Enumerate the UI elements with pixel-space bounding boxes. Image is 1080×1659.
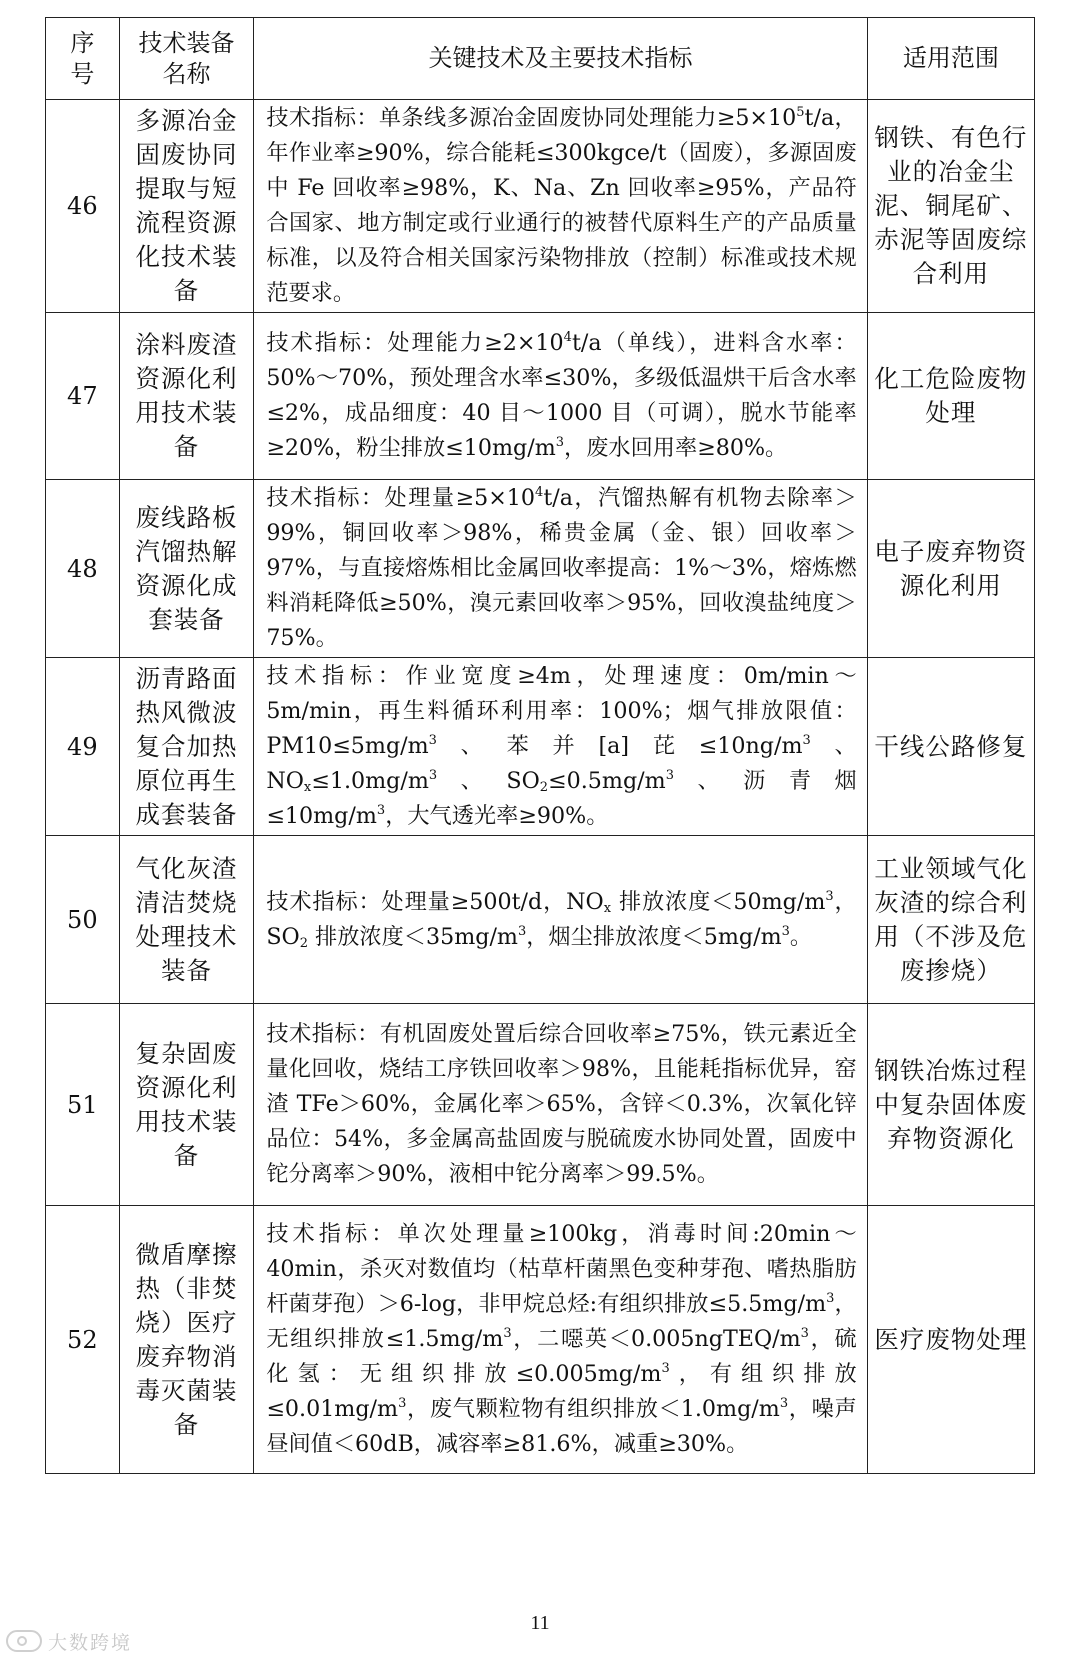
- equipment-name: 涂料废渣资源化利用技术装备: [119, 313, 254, 480]
- application-scope: 化工危险废物处理: [867, 313, 1034, 480]
- equipment-table: [45, 17, 1035, 1474]
- application-scope: 钢铁、有色行业的冶金尘泥、铜尾矿、赤泥等固废综合利用: [867, 100, 1034, 313]
- watermark: [6, 1626, 132, 1656]
- technical-indicators: 技术指标：处理能力$\ge 2\times 10^4t/a$（单线），进料含水率：50%～70%，预处理含水率≤30%，多级低温烘干后含水率≤2%，成品细度：40 目～1000 目（可调），脱水节能率≥20%，粉尘排放$\le 10mg/m^3$，废水回用率≥80%。: [254, 313, 867, 480]
- row-number: 51: [46, 1004, 120, 1206]
- technical-indicators: 技术指标：作业宽度≥4m，处理速度：0m/min～5m/min，再生料循环利用率：100%；烟气排放限值：$PM10\le 5mg/m^3$、苯并[a]芘$\le 10ng/m^3$、$NO_x\le 1.0mg/m^3$、$SO_2\le 0.5mg/m^3$、沥青烟$\le 10mg/m^3$，大气透光率≥90%。: [254, 658, 867, 836]
- application-scope: 医疗废物处理: [867, 1206, 1034, 1474]
- row-number: 46: [46, 100, 120, 313]
- equipment-name: 气化灰渣清洁焚烧处理技术装备: [119, 836, 254, 1004]
- application-scope: 电子废弃物资源化利用: [867, 480, 1034, 658]
- page-number: 11: [530, 1612, 550, 1634]
- header-name: 技术装备名称: [119, 18, 254, 100]
- header-no: 序号: [46, 18, 120, 100]
- watermark-text: 大数跨境: [48, 1631, 133, 1654]
- row-number: 50: [46, 836, 120, 1004]
- header-tech: 关键技术及主要技术指标: [254, 18, 867, 100]
- table-row: [46, 480, 1035, 658]
- row-number: 48: [46, 480, 120, 658]
- equipment-name: 复杂固废资源化利用技术装备: [119, 1004, 254, 1206]
- technical-indicators: 技术指标：单次处理量≥100kg，消毒时间:20min～40min，杀灭对数值均（枯草杆菌黑色变种芽孢、嗜热脂肪杆菌芽孢）＞6-log，非甲烷总烃:有组织排放$\le 5.5mg/m^3$，无组织排放$\le 1.5mg/m^3$，二噁英$<0.005ngTEQ/m^3$，硫化氢：无组织排放$\le 0.005mg/m^3$，有组织排放$\le 0.01mg/m^3$，废气颗粒物有组织排放$<1.0mg/m^3$，噪声昼间值＜60dB，减容率≥81.6%，减重≥30%。: [254, 1206, 867, 1474]
- table-row: [46, 658, 1035, 836]
- equipment-name: 沥青路面热风微波复合加热原位再生成套装备: [119, 658, 254, 836]
- row-number: 47: [46, 313, 120, 480]
- table-row: [46, 836, 1035, 1004]
- header-scope: 适用范围: [867, 18, 1034, 100]
- watermark-logo-icon: [6, 1630, 42, 1652]
- application-scope: 干线公路修复: [867, 658, 1034, 836]
- technical-indicators: 技术指标：单条线多源冶金固废协同处理能力$\ge 5\times 10^5t/a$，年作业率≥90%，综合能耗≤300kgce/t（固废），多源固废中 Fe 回收率≥98%，K、Na、Zn 回收率≥95%，产品符合国家、地方制定或行业通行的被替代原料生产的产品质量标准，以及符合相关国家污染物排放（控制）标准或技术规范要求。: [254, 100, 867, 313]
- equipment-name: 微盾摩擦热（非焚烧）医疗废弃物消毒灭菌装备: [119, 1206, 254, 1474]
- row-number: 52: [46, 1206, 120, 1474]
- equipment-name: 废线路板汽馏热解资源化成套装备: [119, 480, 254, 658]
- table-body: [46, 100, 1035, 1474]
- equipment-name: 多源冶金固废协同提取与短流程资源化技术装备: [119, 100, 254, 313]
- application-scope: 钢铁冶炼过程中复杂固体废弃物资源化: [867, 1004, 1034, 1206]
- table-header-row: [46, 18, 1035, 100]
- technical-indicators: 技术指标：处理量$\ge 5\times 10^4t/a$，汽馏热解有机物去除率＞99%，铜回收率＞98%，稀贵金属（金、银）回收率＞97%，与直接熔炼相比金属回收率提高：1%～3%，熔炼燃料消耗降低≥50%，溴元素回收率＞95%，回收溴盐纯度＞75%。: [254, 480, 867, 658]
- application-scope: 工业领域气化灰渣的综合利用（不涉及危废掺烧）: [867, 836, 1034, 1004]
- table-row: [46, 1206, 1035, 1474]
- table-row: [46, 100, 1035, 313]
- technical-indicators: 技术指标：有机固废处置后综合回收率≥75%，铁元素近全量化回收，烧结工序铁回收率＞98%，且能耗指标优异，窑渣 TFe＞60%，金属化率＞65%，含锌＜0.3%，次氧化锌品位：54%，多金属高盐固废与脱硫废水协同处置，固废中铊分离率＞90%，液相中铊分离率＞99.5%。: [254, 1004, 867, 1206]
- technical-indicators: 技术指标：处理量≥500t/d，$NO_x$ 排放浓度$<50mg/m^3$，$SO_2$ 排放浓度$<35mg/m^3$，烟尘排放浓度$<5mg/m^3$。: [254, 836, 867, 1004]
- table-row: [46, 1004, 1035, 1206]
- row-number: 49: [46, 658, 120, 836]
- table-row: [46, 313, 1035, 480]
